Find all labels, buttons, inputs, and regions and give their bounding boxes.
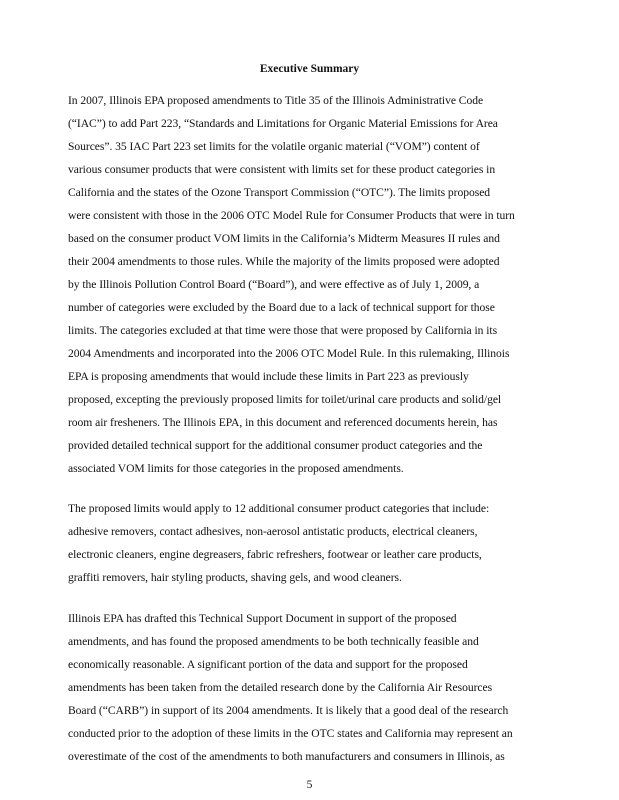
text-line: graffiti removers, hair styling products, shaving gels, and wood cleaners. xyxy=(68,571,402,584)
page-title: Executive Summary xyxy=(259,63,360,75)
text-line: conducted prior to the adoption of these limits in the OTC states and California may represent an xyxy=(68,727,513,740)
text-line: amendments has been taken from the detailed research done by the California Air Resources xyxy=(68,681,493,694)
page-number: 5 xyxy=(306,779,313,791)
text-line: their 2004 amendments to those rules. While the majority of the limits proposed were adopted xyxy=(68,255,500,268)
text-line: EPA is proposing amendments that would include these limits in Part 223 as previously xyxy=(68,370,469,383)
text-line: associated VOM limits for those categories in the proposed amendments. xyxy=(68,462,404,475)
text-line: room air fresheners. The Illinois EPA, in this document and referenced documents herein, has xyxy=(68,416,498,429)
text-line: by the Illinois Pollution Control Board (“Board”), and were effective as of July 1, 2009, a xyxy=(68,278,480,291)
text-line: economically reasonable. A significant portion of the data and support for the proposed xyxy=(68,658,468,671)
text-line: amendments, and has found the proposed amendments to be both technically feasible and xyxy=(68,635,479,648)
text-line: based on the consumer product VOM limits in the California’s Midterm Measures II rules and xyxy=(68,232,500,245)
text-line: 2004 Amendments and incorporated into the 2006 OTC Model Rule. In this rulemaking, Illinois xyxy=(68,347,510,360)
text-line: Sources”. 35 IAC Part 223 set limits for the volatile organic material (“VOM”) content of xyxy=(68,140,480,153)
text-line: overestimate of the cost of the amendments to both manufacturers and consumers in Illinois, as xyxy=(68,750,505,763)
text-line: California and the states of the Ozone Transport Commission (“OTC”). The limits proposed xyxy=(68,186,491,199)
text-line: were consistent with those in the 2006 OTC Model Rule for Consumer Products that were in turn xyxy=(68,209,515,222)
text-line: limits. The categories excluded at that time were those that were proposed by California in its xyxy=(68,324,498,337)
text-line: adhesive removers, contact adhesives, non-aerosol antistatic products, electrical cleaners, xyxy=(68,525,478,538)
text-line: The proposed limits would apply to 12 additional consumer product categories that include: xyxy=(68,502,490,515)
text-line: (“IAC”) to add Part 223, “Standards and Limitations for Organic Material Emissions for Area xyxy=(68,117,498,130)
text-line: proposed, excepting the previously proposed limits for toilet/urinal care products and solid/gel xyxy=(68,393,502,406)
text-line: provided detailed technical support for the additional consumer product categories and the xyxy=(68,439,483,452)
text-line: Illinois EPA has drafted this Technical Support Document in support of the proposed xyxy=(68,612,457,625)
text-line: In 2007, Illinois EPA proposed amendments to Title 35 of the Illinois Administrative Code xyxy=(68,94,484,107)
text-line: electronic cleaners, engine degreasers, fabric refreshers, footwear or leather care products, xyxy=(68,548,482,561)
text-line: various consumer products that were consistent with limits set for these product categories in xyxy=(68,163,496,176)
text-line: Board (“CARB”) in support of its 2004 amendments. It is likely that a good deal of the research xyxy=(68,704,509,717)
text-line: number of categories were excluded by the Board due to a lack of technical support for those xyxy=(68,301,495,314)
